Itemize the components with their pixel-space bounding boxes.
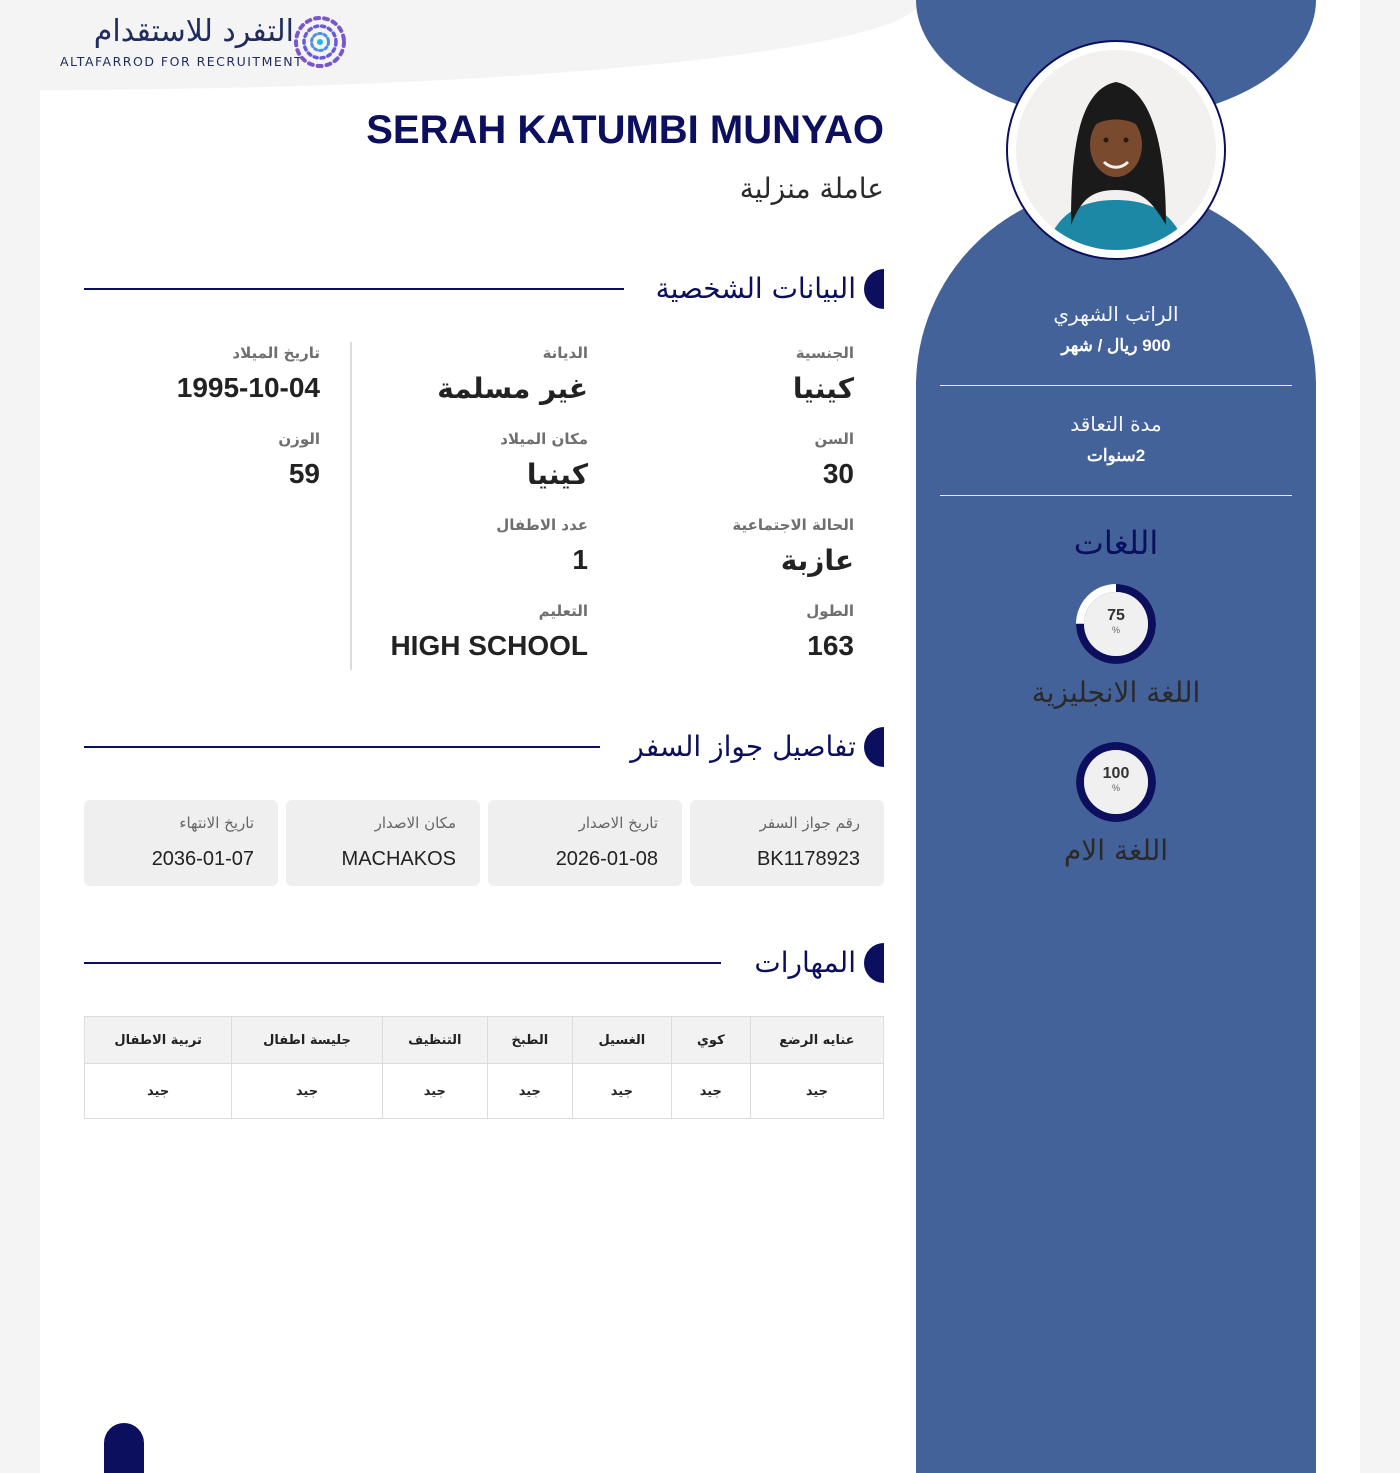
- passport-section-title: تفاصيل جواز السفر: [630, 730, 856, 763]
- skill-header: كوي: [671, 1017, 750, 1064]
- passport-issue-place-label: مكان الاصدار: [374, 814, 456, 832]
- info-column-middle: [351, 342, 618, 670]
- children-field: [496, 516, 588, 576]
- english-percent-value: 75: [1107, 607, 1125, 624]
- age-field: [814, 430, 854, 490]
- contract-label: مدة التعاقد: [1070, 412, 1162, 436]
- nationality-value: كينيا: [792, 372, 854, 405]
- skill-header: عنايه الرضع: [750, 1017, 883, 1064]
- languages-title: اللغات: [1073, 524, 1159, 562]
- religion-label: الديانة: [542, 344, 588, 362]
- sidebar-divider: [940, 495, 1292, 496]
- section-divider: [84, 962, 721, 964]
- skill-level: جيد: [671, 1064, 750, 1119]
- logo-arabic-text: التفرد للاستقدام: [93, 14, 294, 49]
- passport-issue-place-box: [286, 800, 480, 886]
- profile-photo: [1016, 50, 1216, 250]
- birth-date-field: [177, 344, 320, 404]
- info-column-left: [84, 342, 351, 670]
- age-value: 30: [822, 458, 854, 489]
- salary-block: [940, 302, 1292, 356]
- native-progress-ring: [1076, 742, 1156, 822]
- religion-value: غير مسلمة: [437, 372, 588, 405]
- passport-number-label: رقم جواز السفر: [759, 814, 860, 832]
- skill-header: تربية الاطفال: [85, 1017, 232, 1064]
- skill-level: جيد: [572, 1064, 671, 1119]
- sidebar-body: [916, 186, 1316, 1473]
- skills-header-row: [85, 1017, 884, 1064]
- skill-header: الغسيل: [572, 1017, 671, 1064]
- salary-label: الراتب الشهري: [1053, 302, 1179, 326]
- salary-value: 900 ريال / شهر: [1061, 336, 1171, 355]
- birth-place-field: [500, 430, 588, 491]
- marital-status-label: الحالة الاجتماعية: [732, 516, 854, 534]
- skill-header: التنظيف: [382, 1017, 487, 1064]
- passport-expiry-date-box: [84, 800, 278, 886]
- height-field: [806, 602, 854, 662]
- logo-english-text: ALTAFARROD FOR RECRUITMENT: [60, 54, 304, 69]
- section-bullet: [864, 727, 884, 767]
- personal-info-grid: [84, 342, 884, 670]
- person-avatar-icon: [1016, 50, 1216, 250]
- passport-section-header: [84, 727, 884, 767]
- skill-level: جيد: [750, 1064, 883, 1119]
- passport-issue-date-label: تاريخ الاصدار: [578, 814, 658, 832]
- decorative-tab: [104, 1423, 144, 1473]
- job-title: عاملة منزلية: [739, 172, 884, 205]
- skill-level: جيد: [487, 1064, 572, 1119]
- native-percent-display: [1084, 750, 1148, 814]
- height-label: الطول: [806, 602, 854, 620]
- info-column-right: [618, 342, 884, 670]
- passport-expiry-date-label: تاريخ الانتهاء: [179, 814, 254, 832]
- skill-header: الطبخ: [487, 1017, 572, 1064]
- skill-level: جيد: [232, 1064, 383, 1119]
- sidebar: [916, 0, 1316, 1473]
- section-bullet: [864, 943, 884, 983]
- nationality-label: الجنسية: [795, 344, 854, 362]
- sidebar-divider: [940, 385, 1292, 386]
- percent-symbol: %: [1111, 783, 1120, 793]
- section-bullet: [864, 269, 884, 309]
- skill-header: جليسة اطفال: [232, 1017, 383, 1064]
- weight-value: 59: [288, 458, 320, 489]
- skills-section-title: المهارات: [754, 946, 856, 979]
- personal-section-header: [84, 269, 884, 309]
- weight-field: [278, 430, 320, 490]
- passport-issue-date-value: 2026-01-08: [555, 848, 658, 870]
- english-percent-display: [1084, 592, 1148, 656]
- education-label: التعليم: [538, 602, 588, 620]
- nationality-field: [793, 344, 854, 405]
- skill-level: جيد: [382, 1064, 487, 1119]
- birth-place-value: كينيا: [526, 458, 588, 491]
- religion-field: [437, 344, 588, 405]
- children-value: 1: [572, 544, 588, 575]
- age-label: السن: [814, 430, 854, 448]
- skill-level: جيد: [85, 1064, 232, 1119]
- section-divider: [84, 746, 600, 748]
- section-divider: [84, 288, 624, 290]
- weight-label: الوزن: [278, 430, 320, 448]
- skills-section-header: [84, 943, 884, 983]
- education-value: HIGH SCHOOL: [390, 630, 588, 661]
- english-language-name: اللغة الانجليزية: [1031, 676, 1201, 709]
- native-percent-value: 100: [1102, 765, 1130, 782]
- birth-date-value: 1995-10-04: [176, 372, 320, 403]
- skills-level-row: [85, 1064, 884, 1119]
- passport-number-box: [690, 800, 884, 886]
- english-progress-ring: [1076, 584, 1156, 664]
- skills-table: [84, 1016, 884, 1119]
- contract-value: 2سنوات: [1086, 446, 1146, 465]
- candidate-name: SERAH KATUMBI MUNYAO: [366, 108, 884, 152]
- company-logo: [60, 12, 360, 72]
- marital-status-field: [732, 516, 854, 577]
- profile-photo-frame: [1006, 40, 1226, 260]
- children-label: عدد الاطفال: [496, 516, 588, 534]
- passport-issue-date-box: [488, 800, 682, 886]
- birth-date-label: تاريخ الميلاد: [232, 344, 320, 362]
- passport-number-value: BK1178923: [756, 848, 860, 870]
- header-band: [40, 0, 920, 90]
- personal-section-title: البيانات الشخصية: [655, 272, 856, 305]
- cv-page: [40, 0, 1360, 1473]
- education-field: [390, 602, 588, 662]
- marital-status-value: عازبة: [780, 544, 854, 577]
- contract-block: [940, 412, 1292, 466]
- height-value: 163: [807, 630, 854, 661]
- native-language-name: اللغة الام: [1063, 834, 1169, 867]
- passport-issue-place-value: MACHAKOS: [341, 848, 456, 870]
- birth-place-label: مكان الميلاد: [500, 430, 588, 448]
- logo-dots-icon: [292, 14, 348, 70]
- percent-symbol: %: [1111, 625, 1120, 635]
- passport-expiry-date-value: 2036-01-07: [151, 848, 254, 870]
